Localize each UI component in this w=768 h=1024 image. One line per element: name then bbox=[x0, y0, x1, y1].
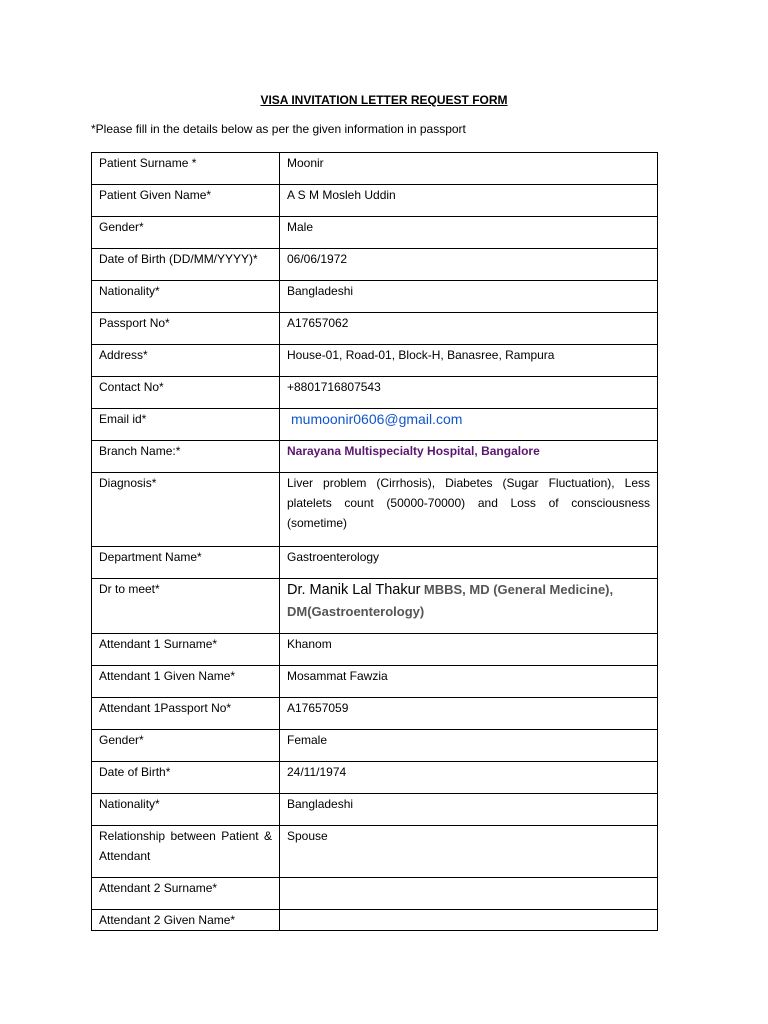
table-row bbox=[92, 698, 658, 730]
label-patient-surname: Patient Surname * bbox=[92, 153, 280, 185]
label-attendant2-surname: Attendant 2 Surname* bbox=[92, 878, 280, 910]
table-row bbox=[92, 153, 658, 185]
label-department-name: Department Name* bbox=[92, 547, 280, 579]
table-row bbox=[92, 345, 658, 377]
label-relationship: Relationship between Patient & Attendant bbox=[92, 826, 280, 878]
label-diagnosis: Diagnosis* bbox=[92, 473, 280, 547]
label-dr-to-meet: Dr to meet* bbox=[92, 579, 280, 634]
table-row bbox=[92, 473, 658, 547]
label-nationality: Nationality* bbox=[92, 281, 280, 313]
value-attendant1-passport[interactable]: A17657059 bbox=[280, 698, 658, 730]
table-row bbox=[92, 313, 658, 345]
label-date-of-birth: Date of Birth (DD/MM/YYYY)* bbox=[92, 249, 280, 281]
table-row bbox=[92, 281, 658, 313]
value-attendant2-surname[interactable] bbox=[280, 878, 658, 910]
label-gender: Gender* bbox=[92, 217, 280, 249]
value-date-of-birth[interactable]: 06/06/1972 bbox=[280, 249, 658, 281]
value-nationality[interactable]: Bangladeshi bbox=[280, 281, 658, 313]
value-attendant1-given-name[interactable]: Mosammat Fawzia bbox=[280, 666, 658, 698]
doctor-degrees: MBBS, MD (General Medicine), DM(Gastroenterology) bbox=[287, 582, 614, 619]
value-email-cell bbox=[280, 409, 658, 441]
instruction-note: *Please fill in the details below as per the given information in passport bbox=[91, 122, 466, 136]
label-patient-given-name: Patient Given Name* bbox=[92, 185, 280, 217]
email-link[interactable]: mumoonir0606@gmail.com bbox=[291, 411, 463, 427]
table-row bbox=[92, 794, 658, 826]
label-address: Address* bbox=[92, 345, 280, 377]
table-row bbox=[92, 826, 658, 878]
value-diagnosis[interactable]: Liver problem (Cirrhosis), Diabetes (Sugar Fluctuation), Less platelets count (50000-70000) and Loss of consciousness (sometime) bbox=[280, 473, 658, 547]
value-attendant1-dob[interactable]: 24/11/1974 bbox=[280, 762, 658, 794]
table-row bbox=[92, 377, 658, 409]
form-title: VISA INVITATION LETTER REQUEST FORM bbox=[260, 93, 508, 107]
table-row bbox=[92, 547, 658, 579]
label-attendant1-given-name: Attendant 1 Given Name* bbox=[92, 666, 280, 698]
table-row bbox=[92, 634, 658, 666]
label-attendant1-passport: Attendant 1Passport No* bbox=[92, 698, 280, 730]
label-contact-no: Contact No* bbox=[92, 377, 280, 409]
table-row bbox=[92, 666, 658, 698]
label-attendant1-nationality: Nationality* bbox=[92, 794, 280, 826]
table-row bbox=[92, 730, 658, 762]
table-row bbox=[92, 441, 658, 473]
value-address[interactable]: House-01, Road-01, Block-H, Banasree, Rampura bbox=[280, 345, 658, 377]
doctor-name: Dr. Manik Lal Thakur bbox=[287, 582, 421, 598]
label-passport-no: Passport No* bbox=[92, 313, 280, 345]
value-dr-to-meet[interactable] bbox=[280, 579, 658, 634]
label-attendant1-dob: Date of Birth* bbox=[92, 762, 280, 794]
table-row bbox=[92, 249, 658, 281]
value-attendant1-nationality[interactable]: Bangladeshi bbox=[280, 794, 658, 826]
label-branch-name: Branch Name:* bbox=[92, 441, 280, 473]
value-department-name[interactable]: Gastroenterology bbox=[280, 547, 658, 579]
table-row bbox=[92, 579, 658, 634]
value-attendant1-gender[interactable]: Female bbox=[280, 730, 658, 762]
value-relationship[interactable]: Spouse bbox=[280, 826, 658, 878]
table-row bbox=[92, 409, 658, 441]
value-patient-surname[interactable]: Moonir bbox=[280, 153, 658, 185]
table-row bbox=[92, 762, 658, 794]
value-attendant1-surname[interactable]: Khanom bbox=[280, 634, 658, 666]
value-gender[interactable]: Male bbox=[280, 217, 658, 249]
table-row bbox=[92, 217, 658, 249]
table-row bbox=[92, 878, 658, 910]
value-branch-name[interactable]: Narayana Multispecialty Hospital, Bangalore bbox=[280, 441, 658, 473]
value-attendant2-given-name[interactable] bbox=[280, 910, 658, 931]
label-attendant1-surname: Attendant 1 Surname* bbox=[92, 634, 280, 666]
request-form-table bbox=[91, 152, 658, 931]
table-row bbox=[92, 185, 658, 217]
value-contact-no[interactable]: +8801716807543 bbox=[280, 377, 658, 409]
label-attendant2-given-name: Attendant 2 Given Name* bbox=[92, 910, 280, 931]
value-passport-no[interactable]: A17657062 bbox=[280, 313, 658, 345]
value-patient-given-name[interactable]: A S M Mosleh Uddin bbox=[280, 185, 658, 217]
table-row bbox=[92, 910, 658, 931]
label-email: Email id* bbox=[92, 409, 280, 441]
label-attendant1-gender: Gender* bbox=[92, 730, 280, 762]
